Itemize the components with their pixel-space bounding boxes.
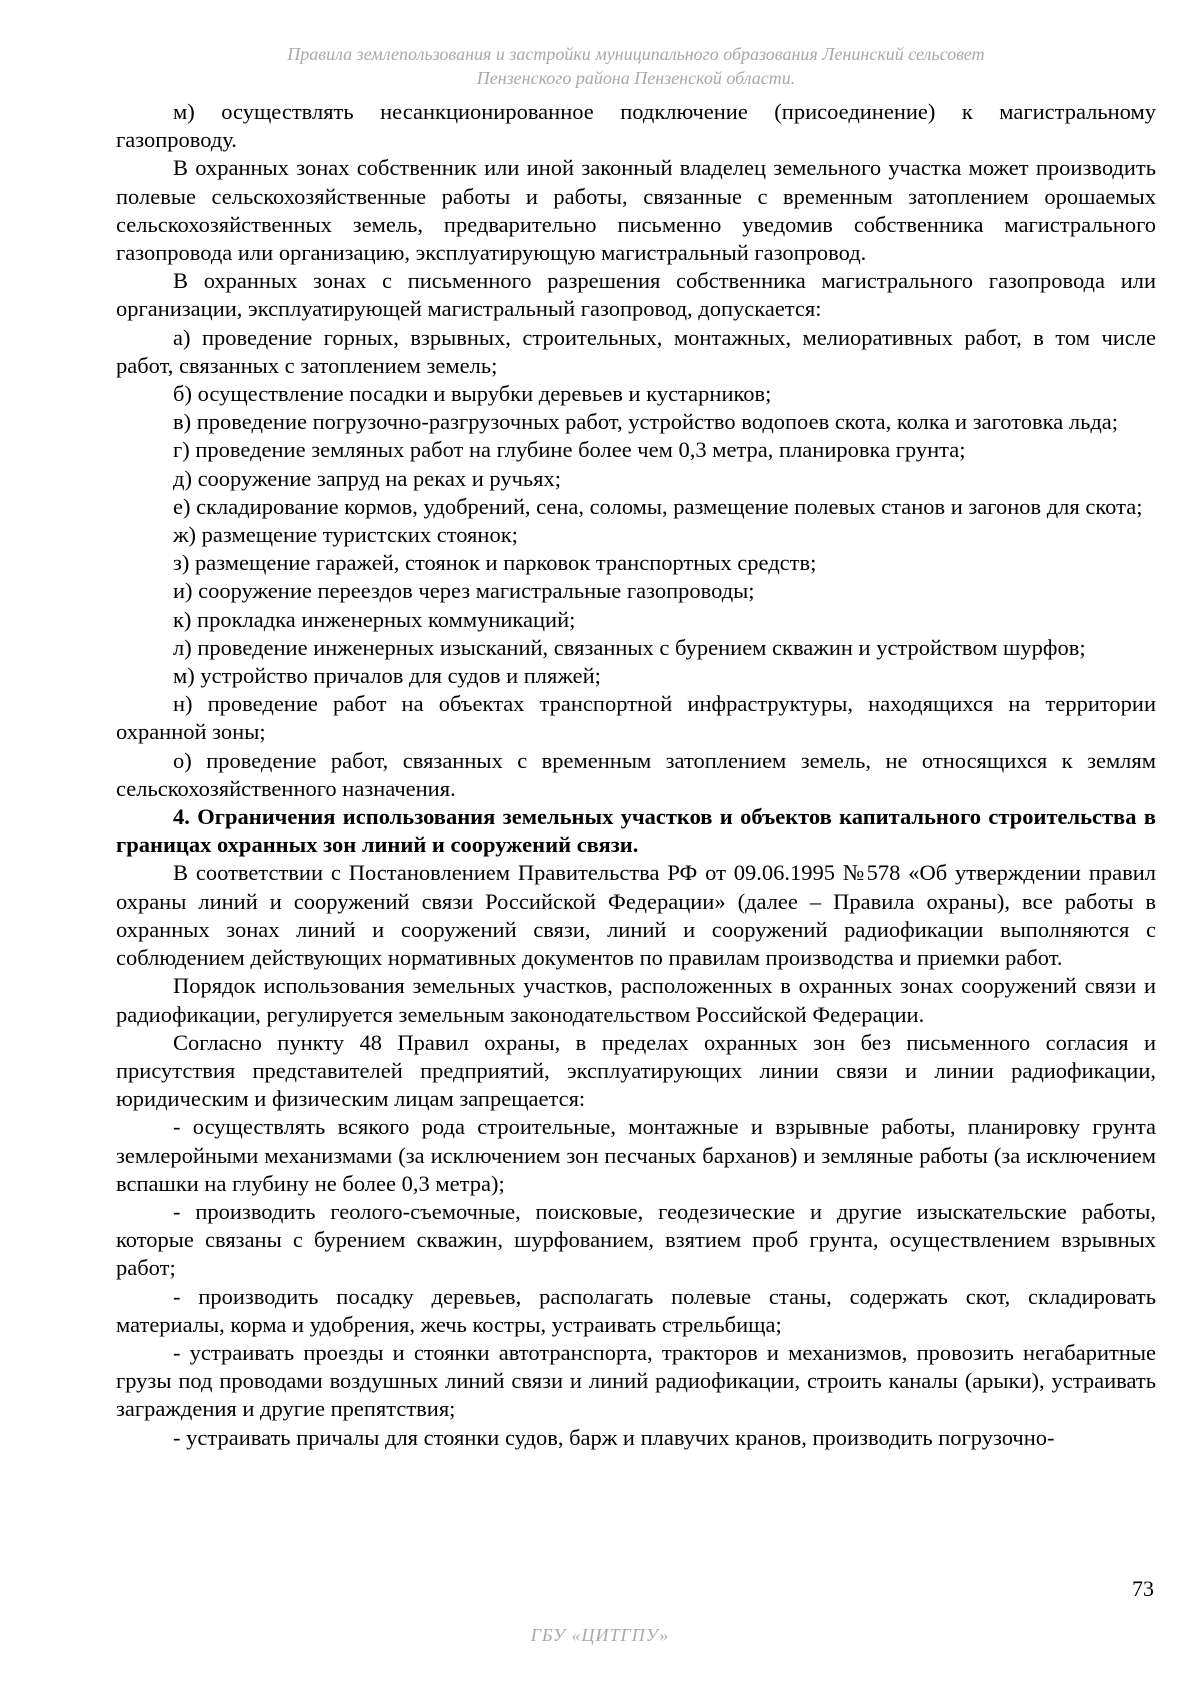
body-paragraph: о) проведение работ, связанных с временным затоплением земель, не относящихся к землям сельскохозяйственного назначения. [116,747,1156,801]
body-paragraph: Порядок использования земельных участков, расположенных в охранных зонах сооружений связи и радиофикации, регулируется земельным законодательством Российской Федерации. [116,973,1156,1027]
body-paragraph: н) проведение работ на объектах транспортной инфраструктуры, находящихся на территории охранной зоны; [116,691,1156,745]
body-paragraph: а) проведение горных, взрывных, строительных, монтажных, мелиоративных работ, в том числе работ, связанных с затоплением земель; [116,324,1156,378]
body-paragraph: ж) размещение туристских стоянок; [173,522,518,548]
body-paragraph: В охранных зонах собственник или иной законный владелец земельного участка может производить полевые сельскохозяйственные работы и работы, связанные с временным затоплением орошаемых сельскохозяйственных земель, предварительно письменно уведомив собственника магистрального газопровода или организацию, эксплуатирующую магистральный газопровод. [116,155,1156,266]
body-paragraph: и) сооружение переездов через магистральные газопроводы; [173,578,755,604]
body-paragraph: в) проведение погрузочно-разгрузочных работ, устройство водопоев скота, колка и заготовка льда; [173,409,1119,435]
header-line-2: Пензенского района Пензенской области. [476,68,796,88]
body-paragraph: к) прокладка инженерных коммуникаций; [173,606,576,632]
body-paragraph: г) проведение земляных работ на глубине более чем 0,3 метра, планировка грунта; [173,437,966,463]
running-header [116,42,1156,90]
body-paragraph: - производить геолого-съемочные, поисковые, геодезические и другие изыскательские работы, которые связаны с бурением скважин, шурфованием, взятием проб грунта, осуществлением взрывных работ; [116,1198,1156,1281]
body-paragraph: В соответствии с Постановлением Правительства РФ от 09.06.1995 №578 «Об утверждении правил охраны линий и сооружений связи Российской Федерации» (далее – Правила охраны), все работы в охранных зонах линий и сооружений связи, линий и сооружений радиофикации выполняются с соблюдением действующих нормативных документов по правилам производства и приемки работ. [116,860,1156,971]
body-paragraph: Согласно пункту 48 Правил охраны, в пределах охранных зон без письменного согласия и присутствия представителей предприятий, эксплуатирующих линии связи и линии радиофикации, юридическим и физическим лицам запрещается: [116,1029,1156,1112]
body-paragraph: б) осуществление посадки и вырубки деревьев и кустарников; [173,381,772,407]
body-paragraph: л) проведение инженерных изысканий, связанных с бурением скважин и устройством шурфов; [173,634,1086,660]
body-paragraph: - устраивать проезды и стоянки автотранспорта, тракторов и механизмов, провозить негабаритные грузы под проводами воздушных линий связи и линий радиофикации, строить каналы (арыки), устраивать заграждения и другие препятствия; [116,1339,1156,1422]
section-heading: 4. Ограничения использования земельных участков и объектов капитального строительства в границах охранных зон линий и сооружений связи. [116,804,1156,858]
body-paragraph: е) складирование кормов, удобрений, сена, соломы, размещение полевых станов и загонов для скота; [173,493,1143,519]
header-line-1: Правила землепользования и застройки муниципального образования Ленинский сельсовет [287,44,985,64]
body-paragraph: з) размещение гаражей, стоянок и парковок транспортных средств; [173,550,817,576]
body-paragraph: В охранных зонах с письменного разрешения собственника магистрального газопровода или организации, эксплуатирующей магистральный газопровод, допускается: [116,268,1156,322]
body-paragraph: м) устройство причалов для судов и пляжей; [173,663,601,689]
body-paragraph: д) сооружение запруд на реках и ручьях; [173,465,562,491]
body-paragraph: - производить посадку деревьев, располагать полевые станы, содержать скот, складировать материалы, корма и удобрения, жечь костры, устраивать стрельбища; [116,1283,1156,1337]
body-paragraph: - устраивать причалы для стоянки судов, барж и плавучих кранов, производить погрузочно- [173,1424,1055,1450]
page-number: 73 [1132,1576,1154,1601]
body-paragraph: м) осуществлять несанкционированное подключение (присоединение) к магистральному газопроводу. [116,99,1156,153]
footer-watermark: ГБУ «ЦИТГПУ» [530,1625,670,1645]
body-paragraph: - осуществлять всякого рода строительные, монтажные и взрывные работы, планировку грунта землеройными механизмами (за исключением зон песчаных барханов) и земляные работы (за исключением вспашки на глубину не более 0,3 метра); [116,1114,1156,1196]
document-body [116,98,1156,1452]
